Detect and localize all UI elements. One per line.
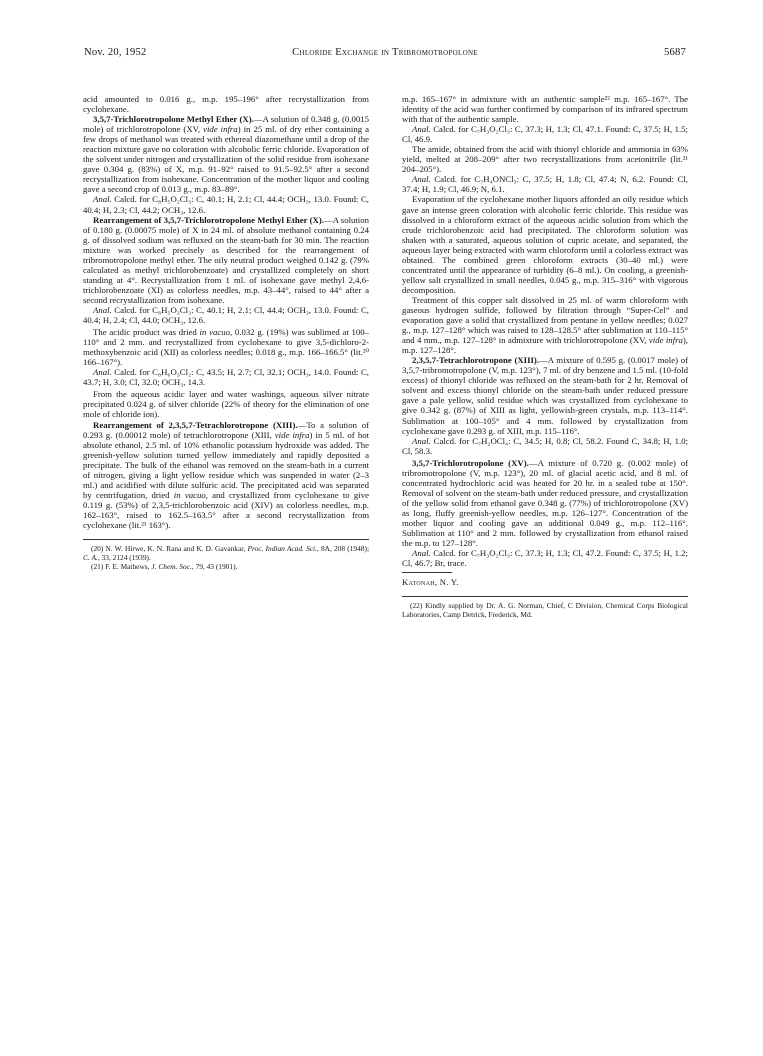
footnote-21: (21) F. E. Mathews, J. Chem. Soc., 79, 43 (1901). xyxy=(91,562,238,572)
footnote-22: (22) Kindly supplied by Dr. A. G. Norman, Chief, C Division, Chemical Corps Biological Laboratories, Camp Detrick, Frederick, Md. xyxy=(402,601,688,620)
analysis-line: Anal. Calcd. for C₈H₅O₂Cl₃: C, 40.1; H, 2.1; Cl, 44.4; OCH₃, 13.0. Found: C, 40.4; H, 2.3; Cl, 44.2; OCH₃, 12.6. xyxy=(83,194,369,215)
header-date: Nov. 20, 1952 xyxy=(84,47,147,58)
place-divider xyxy=(402,572,452,573)
footnotes xyxy=(83,544,369,572)
paragraph: From the aqueous acidic layer and water washings, aqueous silver nitrate precipitated 0.024 g. of silver chloride (22% of theory for the elimination of one mole of chloride ion). xyxy=(83,389,369,420)
section-trichlorotropolone-methyl-ether: 3,5,7-Trichlorotropolone Methyl Ether (X).—A solution of 0.348 g. (0.0015 mole) of trichlorotropolone (XV, vide infra) in 25 ml. of dry ether containing a few drops of methanol was treated with ethereal diazomethane until a drop of the reaction mixture gave no coloration with alcoholic ferric chloride. Evaporation of the solvent under nitrogen and crystallization of the solid residue from isohexane gave 0.304 g. (83%) of X, m.p. 91–92° raised to 91.5–92.5° after a second recrystallization from isohexane. Concentration of the mother liquor and cooling gave a second crop of 0.013 g., m.p. 83–89°. xyxy=(83,114,370,195)
paragraph: acid amounted to 0.016 g., m.p. 195–196° after recrystallization from cyclohexane. xyxy=(83,94,369,115)
paragraph: m.p. 165–167° in admixture with an authentic sample²² m.p. 165–167°. The identity of the acid was further confirmed by comparison of its infrared spectrum with that of the authentic sample. xyxy=(402,94,688,125)
section-heading: 3,5,7-Trichlorotropolone (XV). xyxy=(412,457,529,468)
analysis-line: Anal. Calcd. for C₈H₆O₃Cl₂: C, 43.5; H, 2.7; Cl, 32.1; OCH₃, 14.0. Found: C, 43.7; H, 3.0; Cl, 32.0; OCH₃, 14.3. xyxy=(83,367,369,388)
author-location: Katonah, N. Y. xyxy=(402,577,459,588)
right-column xyxy=(402,94,688,620)
analysis-line: Anal. Calcd. for C₇H₃O₂Cl₃: C, 37.3; H, 1.3; Cl, 47.2. Found: C, 37.5; H, 1.2; Cl, 46.7; Br, trace. xyxy=(402,548,688,569)
footnote-divider xyxy=(83,539,369,540)
footnote-20: (20) N. W. Hirwe, K. N. Rana and K. D. Gavankar, Proc. Indian Acad. Sci., 8A, 208 (1948); C. A., 33, 2124 (1939). xyxy=(83,544,369,563)
footnote-divider xyxy=(402,596,688,597)
paragraph: Evaporation of the cyclohexane mother liquors afforded an oily residue which gave an intense green coloration with alcoholic ferric chloride. This residue was dissolved in a chloroform extract of the aqueous acidic solution from which the crude trichlorobenzoic acid had precipitated. The chloroform solution was shaken with a saturated, aqueous solution of cupric acetate, and separated, the aqueous layer being extracted with warm chloroform until a colorless extract was obtained. The combined green chloroform extracts (30–40 ml.) were concentrated until the appearance of turbidity (6–8 ml.). On cooling, a greenish-yellow salt crystallized in small needles, 0.045 g., m.p. 315–316° with vigorous decomposition. xyxy=(402,194,688,295)
section-tetrachlorotropone: 2,3,5,7-Tetrachlorotropone (XIII).—A mixture of 0.595 g. (0.0017 mole) of 3,5,7-tribromotropolone (V, m.p. 123°), 7 ml. of dry benzene and 1.5 ml. (10-fold excess) of thionyl chloride was refluxed on the steam-bath for 2 hr. Removal of solvent and excess thionyl chloride on the steam-bath under reduced pressure gave a pale yellow, solid residue which was crystallized from cyclohexane to give 0.342 g. (87%) of XIII as light, yellowish-green crystals, m.p. 113–114°. Sublimation at 100–105° and 4 mm. followed by crystallization from cyclohexane gave 0.293 g. of XIII, m.p. 115–116°. xyxy=(402,355,689,436)
paragraph: The amide, obtained from the acid with thionyl chloride and ammonia in 63% yield, melted at 208–209° after two recrystallizations from acetonitrile (lit.²¹ 204–205°). xyxy=(402,144,688,175)
footnotes xyxy=(402,601,688,619)
running-header xyxy=(84,47,686,63)
analysis-line: Anal. Calcd. for C₈H₅O₂Cl₃: C, 40.1; H, 2.1; Cl, 44.4; OCH₃, 13.0. Found: C, 40.4; H, 2.4; Cl, 44.0; OCH₃, 12.6. xyxy=(83,304,369,326)
section-rearrangement-methyl-ether: Rearrangement of 3,5,7-Trichlorotropolone Methyl Ether (X).—A solution of 0.180 g. (0.00075 mole) of X in 24 ml. of absolute methanol containing 0.24 g. of dissolved sodium was refluxed on the steam-bath for 30 min. The reaction mixture was worked precisely as described for the rearrangement of tribromotropolone methyl ether. The oily neutral product weighed 0.142 g. (79% calculated as methyl trichlorobenzoate) and crystallized completely on short standing at 4°. Recrystallization from 1 ml. of isohexane gave methyl 2,4,6-trichlorobenzoate (XI) as colorless needles, m.p. 43–44°, raised to 44° after a second recrystallization from isohexane. xyxy=(83,214,369,305)
section-heading: Rearrangement of 2,3,5,7-Tetrachlorotropone (XIII). xyxy=(93,419,298,430)
paragraph: Treatment of this copper salt dissolved in 25 ml. of warm chloroform with gaseous hydrogen sulfide, followed by filtration through “Super-Cel” and evaporation gave a solid that crystallized from pentane in yellow needles; 0.027 g., m.p. 127–128° which was raised to 128–128.5° after sublimation at 110–115° and 4 mm., m.p. 127–128° in admixture with trichlorotropolone (XV, vide infra), m.p. 127–128°. xyxy=(402,294,688,356)
paragraph: The acidic product was dried in vacuo, 0.032 g. (19%) was sublimed at 100–110° and 2 mm. and recrystallized from cyclohexane to give 3,5-dichloro-2-methoxybenzoic acid (XII) as colorless needles; 0.018 g., m.p. 166–166.5° (lit.²⁰ 166–167°). xyxy=(83,327,370,368)
analysis-line: Anal. Calcd. for C₇H₂OCl₄: C, 34.5; H, 0.8; Cl, 58.2. Found C, 34.8; H, 1.0; Cl, 58.3. xyxy=(402,435,688,456)
analysis-line: Anal. Calcd. for C₇H₄ONCl₃: C, 37.5; H, 1.8; Cl, 47.4; N, 6.2. Found: Cl, 37.4; H, 1.9; Cl, 46.9; N, 6.1. xyxy=(402,174,688,195)
section-trichlorotropolone: 3,5,7-Trichlorotropolone (XV).—A mixture of 0.720 g. (0.002 mole) of tribromotropolone (V, m.p. 123°), 20 ml. of glacial acetic acid, and 8 ml. of concentrated hydrochloric acid was heated for 20 hr. in a sealed tube at 150°. Removal of solvent on the steam-bath under reduced pressure, and crystallization of the yellow solid from ethanol gave 0.348 g. (77%) of trichlorotropolone (XV) as long, fluffy greenish-yellow needles, m.p. 126–127°. Concentration of the mother liquor and cooling gave an additional 0.049 g., m.p. 112–116°. Sublimation at 110° and 2 mm. followed by crystallization from ethanol raised the m.p. to 127–128°. xyxy=(402,457,688,549)
section-heading: 2,3,5,7-Tetrachlorotropone (XIII). xyxy=(412,355,539,366)
section-heading: Rearrangement of 3,5,7-Trichlorotropolone Methyl Ether (X). xyxy=(93,214,324,225)
left-column xyxy=(83,94,369,572)
page-number: 5687 xyxy=(664,47,686,58)
section-heading: 3,5,7-Trichlorotropolone Methyl Ether (X). xyxy=(93,114,254,125)
section-rearrangement-tetrachlorotropone: Rearrangement of 2,3,5,7-Tetrachlorotropone (XIII).—To a solution of 0.293 g. (0.00012 mole) of tetrachlorotropone (XIII, vide infra) in 5 ml. of hot absolute ethanol, 2.5 ml. of 10% ethanolic potassium hydroxide was added. The greenish-yellow solution turned yellow immediately and rapidly deposited a precipitate. The bulk of the ethanol was removed on the steam-bath in a current of nitrogen, giving a light yellow residue which was suspended in water (2–3 ml.) and acidified with dilute sulfuric acid. The precipitated acid was separated by centrifugation, dried in vacuo, and crystallized from cyclohexane to give 0.119 g. (53%) of 2,3,5-trichlorobenzoic acid (XIV) as colorless needles, m.p. 162–163°, raised to 162.5–163.5° after a second recrystallization from cyclohexane (lit.²¹ 163°). xyxy=(83,419,369,530)
header-title: Chloride Exchange in Tribromotropolone xyxy=(292,47,478,58)
analysis-line: Anal. Calcd. for C₇H₃O₂Cl₃: C, 37.3; H, 1.3; Cl, 47.1. Found: C, 37.5; H, 1.5; Cl, 46.9. xyxy=(402,124,688,145)
